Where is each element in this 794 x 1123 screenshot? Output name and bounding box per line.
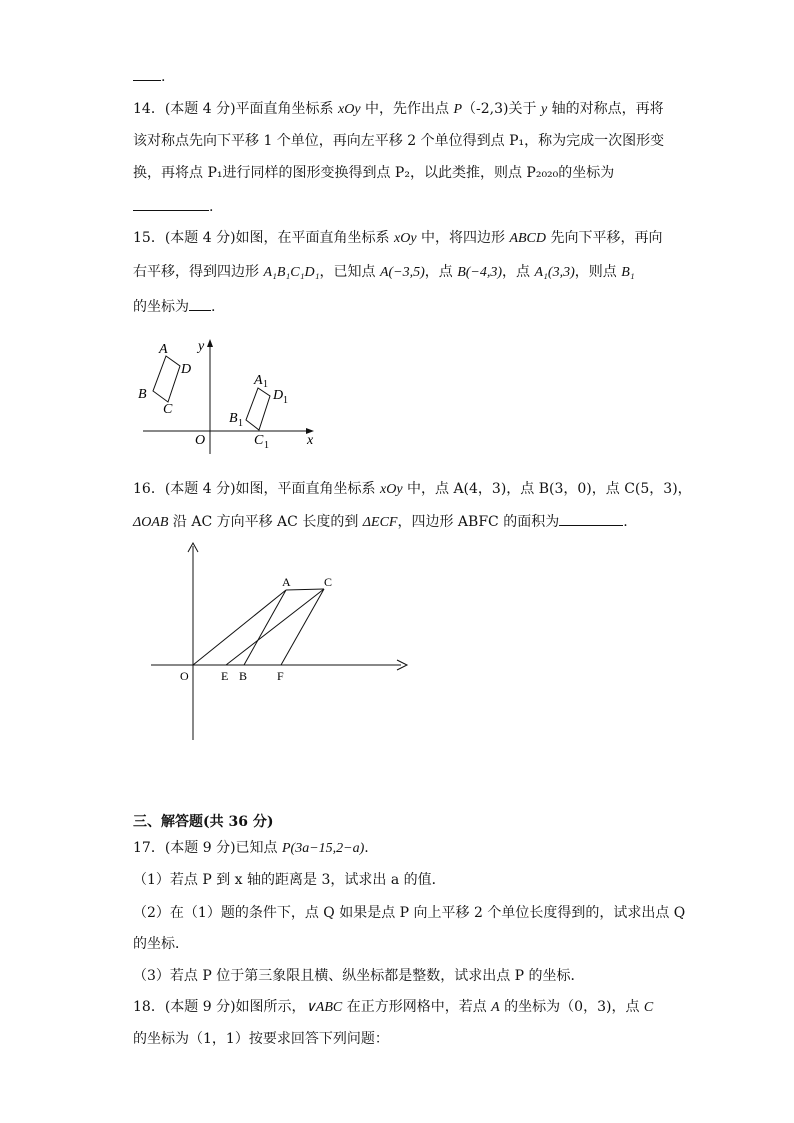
q15-label-d1-sub: 1 [283,395,288,406]
q18-line-1 [133,997,653,1018]
q14-answer-line [133,196,213,217]
q18-point-c: C [643,1000,654,1015]
punctuation: . [161,69,166,85]
punctuation: . [364,840,369,856]
q16-label-a: A [282,575,291,589]
q15-abcd: ABCD [509,231,547,246]
q15-point-b1: B₁ [621,265,635,280]
q15-quad-abcd [153,356,180,402]
q18-text: 18．(本题 9 分)如图所示， [133,999,306,1015]
punctuation: . [209,199,214,215]
q16-label-f: F [277,669,284,683]
q15-label-y: y [198,339,205,354]
q15-label-a1-sub: 1 [263,379,268,390]
q15-xoy: xOy [394,231,417,246]
q16-segment-ab [244,590,286,665]
q15-label-b1: B [229,411,238,426]
q15-text: ，则点 [574,264,622,280]
q16-label-b: B [239,669,248,683]
q14-point-p: P [453,102,463,117]
prev-answer-line [133,66,165,87]
q17-point-p: P(3a−15,2−a) [282,841,365,856]
q15-a1b1c1d1: A₁B₁C₁D₁ [263,265,320,280]
q16-text: 中，点 A(4，3)，点 B(3，0)，点 C(5，3)， [402,481,692,497]
q16-line-1 [133,479,692,500]
q15-point-a: A(−3,5) [379,265,425,280]
q15-text: ，点 [424,264,458,280]
q15-label-c1: C [254,433,264,448]
q16-xoy: xOy [380,482,403,497]
q18-text: 的坐标为（0，3)，点 [499,999,644,1015]
answer-blank [133,66,161,81]
section-3-heading: 三、解答题(共 36 分) [133,814,274,830]
q14-text: 轴的对称点，再将 [547,101,664,117]
q15-text: 中，将四边形 [416,230,510,246]
q15-line-1 [133,228,662,249]
q15-answer-blank [189,296,211,311]
q15-point-b: B(−4,3) [457,265,503,280]
q18-point-a: A [491,1000,500,1015]
q14-answer-blank [133,196,209,211]
q16-segment-ac [286,589,324,590]
q15-label-d: D [181,362,192,377]
q15-label-a1: A [254,373,263,388]
q15-label-a: A [159,342,168,357]
q16-answer-blank [559,511,623,526]
q18-text: 在正方形网格中，若点 [342,999,492,1015]
q14-text: 14．(本题 4 分)平面直角坐标系 [133,101,338,117]
q15-figure [130,336,330,456]
q17-line-1 [133,838,369,859]
q15-label-d1: D [273,388,284,403]
punctuation: . [211,299,216,315]
q15-label-x: x [307,433,314,448]
q14-line-2: 该对称点先向下平移 1 个单位，再向左平移 2 个单位得到点 P₁，称为完成一次图形变 [133,133,665,149]
q15-text: 15．(本题 4 分)如图，在平面直角坐标系 [133,230,394,246]
q16-figure [145,540,415,745]
q17-part-1: （1）若点 P 到 x 轴的距离是 3，试求出 a 的值． [133,872,446,888]
q14-y-axis: y [540,102,548,117]
q17-part-2: （2）在（1）题的条件下，点 Q 如果是点 P 向上平移 2 个单位长度得到的，试求出点 Q [133,905,686,921]
q16-segment-cf [281,589,324,665]
punctuation: . [623,514,628,530]
q16-label-o: O [180,669,189,683]
q15-text: 的坐标为 [133,299,189,315]
q15-text: ，点 [502,264,535,280]
q18-triangle-abc: ∨ABC [305,1000,343,1015]
q17-part-3: （3）若点 P 位于第三象限且横、纵坐标都是整数，试求出点 P 的坐标． [133,968,585,984]
q14-text: （-2,3)关于 [462,101,541,117]
q14-line-1 [133,99,664,120]
q17-part-2-cont: 的坐标． [133,936,189,952]
q14-line-3: 换，再将点 P₁进行同样的图形变换得到点 P₂，以此类推，则点 P₂₀₂₀的坐标为 [133,165,615,181]
q15-label-b: B [138,387,147,402]
q15-y-arrow [207,339,213,347]
q17-text: 17．(本题 9 分)已知点 [133,840,282,856]
q16-text: 16．(本题 4 分)如图，平面直角坐标系 [133,481,380,497]
q16-line-2 [133,511,628,533]
q15-label-c1-sub: 1 [264,440,269,451]
q15-label-c: C [163,402,173,417]
q14-text: 中，先作出点 [360,101,454,117]
q16-text: ，四边形 ABFC 的面积为 [397,514,560,530]
q16-segment-oa [193,590,286,665]
q15-line-3 [133,296,215,317]
q16-label-e: E [221,669,229,683]
q16-text: 沿 AC 方向平移 AC 长度的到 [168,514,363,530]
q15-text: 右平移，得到四边形 [133,264,264,280]
q16-label-c: C [324,575,333,589]
q14-xoy: xOy [338,102,361,117]
q15-quad-a1b1c1d1 [246,388,270,430]
q15-label-o: O [195,433,206,448]
q15-label-b1-sub: 1 [238,418,243,429]
q15-line-2 [133,262,635,283]
q16-triangle-oab: ΔOAB [133,515,169,530]
q16-triangle-ecf: ΔECF [362,515,398,530]
q15-point-a1: A₁(3,3) [534,265,575,280]
q15-text: 先向下平移，再向 [546,230,663,246]
q18-line-2: 的坐标为（1，1）按要求回答下列问题： [133,1031,389,1047]
q15-text: ，已知点 [319,264,380,280]
